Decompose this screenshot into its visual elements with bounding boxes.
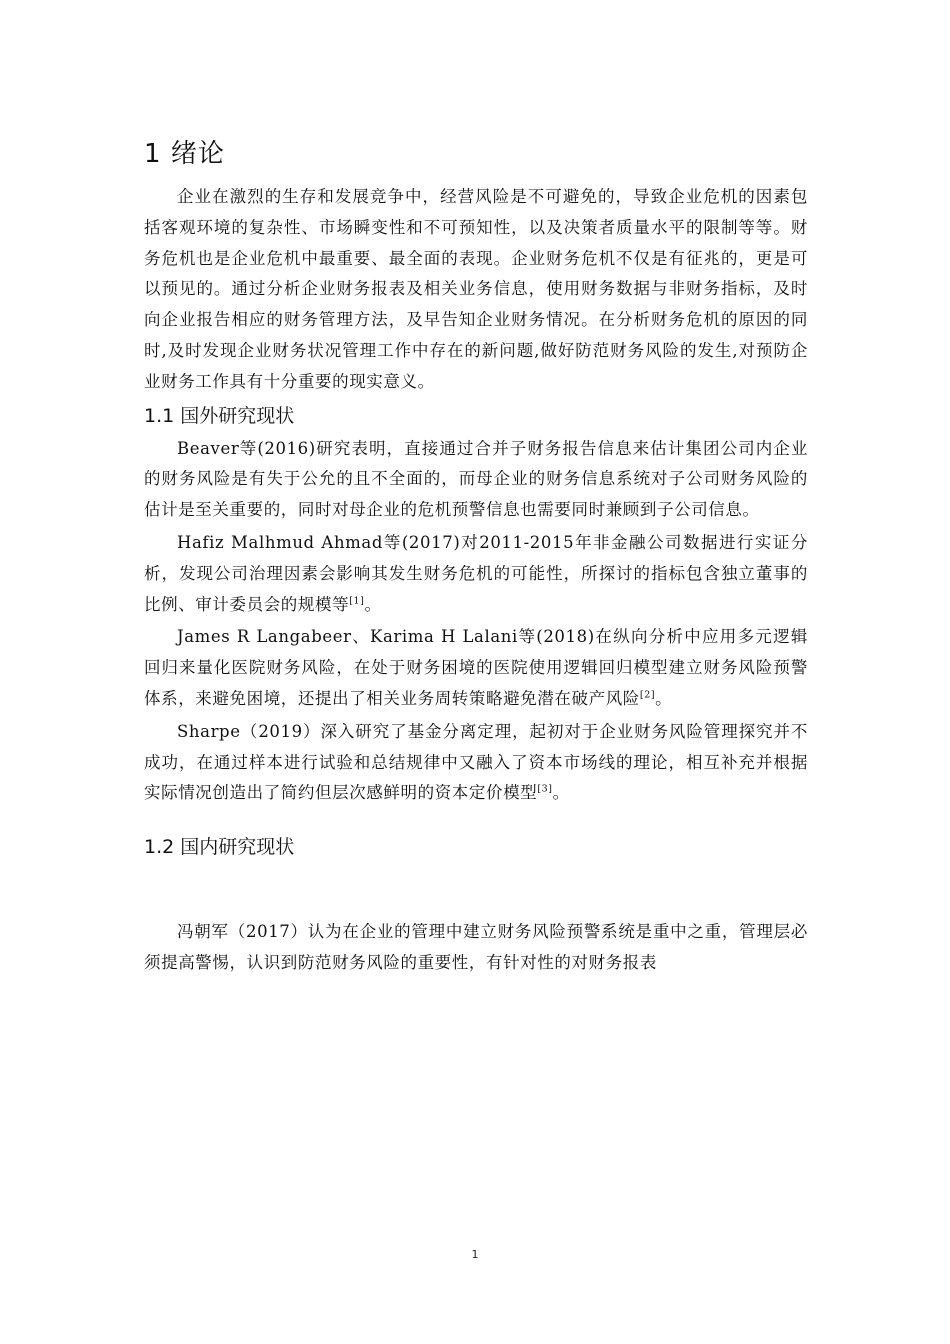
paragraph-langabeer-end: 。 xyxy=(655,688,673,708)
paragraph-sharpe-end: 。 xyxy=(552,783,570,803)
page-content xyxy=(144,132,808,979)
intro-paragraph: 企业在激烈的生存和发展竞争中，经营风险是不可避免的，导致企业危机的因素包括客观环境的复杂性、市场瞬变性和不可预知性，以及决策者质量水平的限制等等。财务危机也是企业危机中最重要、最全面的表现。企业财务危机不仅是有征兆的，更是可以预见的。通过分析企业财务报表及相关业务信息，使用财务数据与非财务指标，及时向企业报告相应的财务管理方法，及早告知企业财务情况。在分析财务危机的原因的同时,及时发现企业财务状况管理工作中存在的新问题,做好防范财务风险的发生,对预防企业财务工作具有十分重要的现实意义。 xyxy=(144,187,808,391)
paragraph-ahmad-end: 。 xyxy=(364,594,382,614)
citation-2: [2] xyxy=(639,689,656,701)
page-number: 1 xyxy=(471,1248,479,1261)
citation-1: [1] xyxy=(349,595,365,607)
section-1-1-number: 1.1 xyxy=(144,404,175,427)
section-1-2-title: 国内研究现状 xyxy=(180,836,295,859)
section-1-2-heading xyxy=(144,829,808,865)
paragraph-ahmad-text: Hafiz Malhmud Ahmad等(2017)对2011-2015年非金融公司数据进行实证分析，发现公司治理因素会影响其发生财务危机的可能性，所探讨的指标包含独立董事的比例、审计委员会的规模等 xyxy=(144,532,808,614)
chapter-heading xyxy=(144,132,808,176)
section-1-1-title: 国外研究现状 xyxy=(180,404,295,427)
paragraph-langabeer-text: James R Langabeer、Karima H Lalani等(2018)在纵向分析中应用多元逻辑回归来量化医院财务风险，在处于财务困境的医院使用逻辑回归模型建立财务风险预警体系，来避免困境，还提出了相关业务周转策略避免潜在破产风险 xyxy=(144,627,808,708)
section-1-1-heading xyxy=(144,398,808,434)
paragraph-ahmad xyxy=(144,528,808,620)
paragraph-sharpe xyxy=(144,717,808,809)
paragraph-langabeer xyxy=(144,622,808,714)
paragraph-sharpe-text: Sharpe（2019）深入研究了基金分离定理，起初对于企业财务风险管理探究并不成功，在通过样本进行试验和总结规律中又融入了资本市场线的理论，相互补充并根据实际情况创造出了简约但层次感鲜明的资本定价模型 xyxy=(144,721,808,803)
citation-3: [3] xyxy=(537,783,553,795)
section-1-2-number: 1.2 xyxy=(144,836,175,859)
paragraph-feng: 冯朝军（2017）认为在企业的管理中建立财务风险预警系统是重中之重，管理层必须提高警惕，认识到防范财务风险的重要性，有针对性的对财务报表 xyxy=(144,922,808,972)
paragraph-beaver: Beaver等(2016)研究表明，直接通过合并子财务报告信息来估计集团公司内企业的财务风险是有失于公允的且不全面的，而母企业的财务信息系统对子公司财务风险的估计是至关重要的，同时对母企业的危机预警信息也需要同时兼顾到子公司信息。 xyxy=(144,438,808,520)
chapter-number: 1 xyxy=(144,139,162,169)
chapter-title: 绪论 xyxy=(170,139,225,169)
